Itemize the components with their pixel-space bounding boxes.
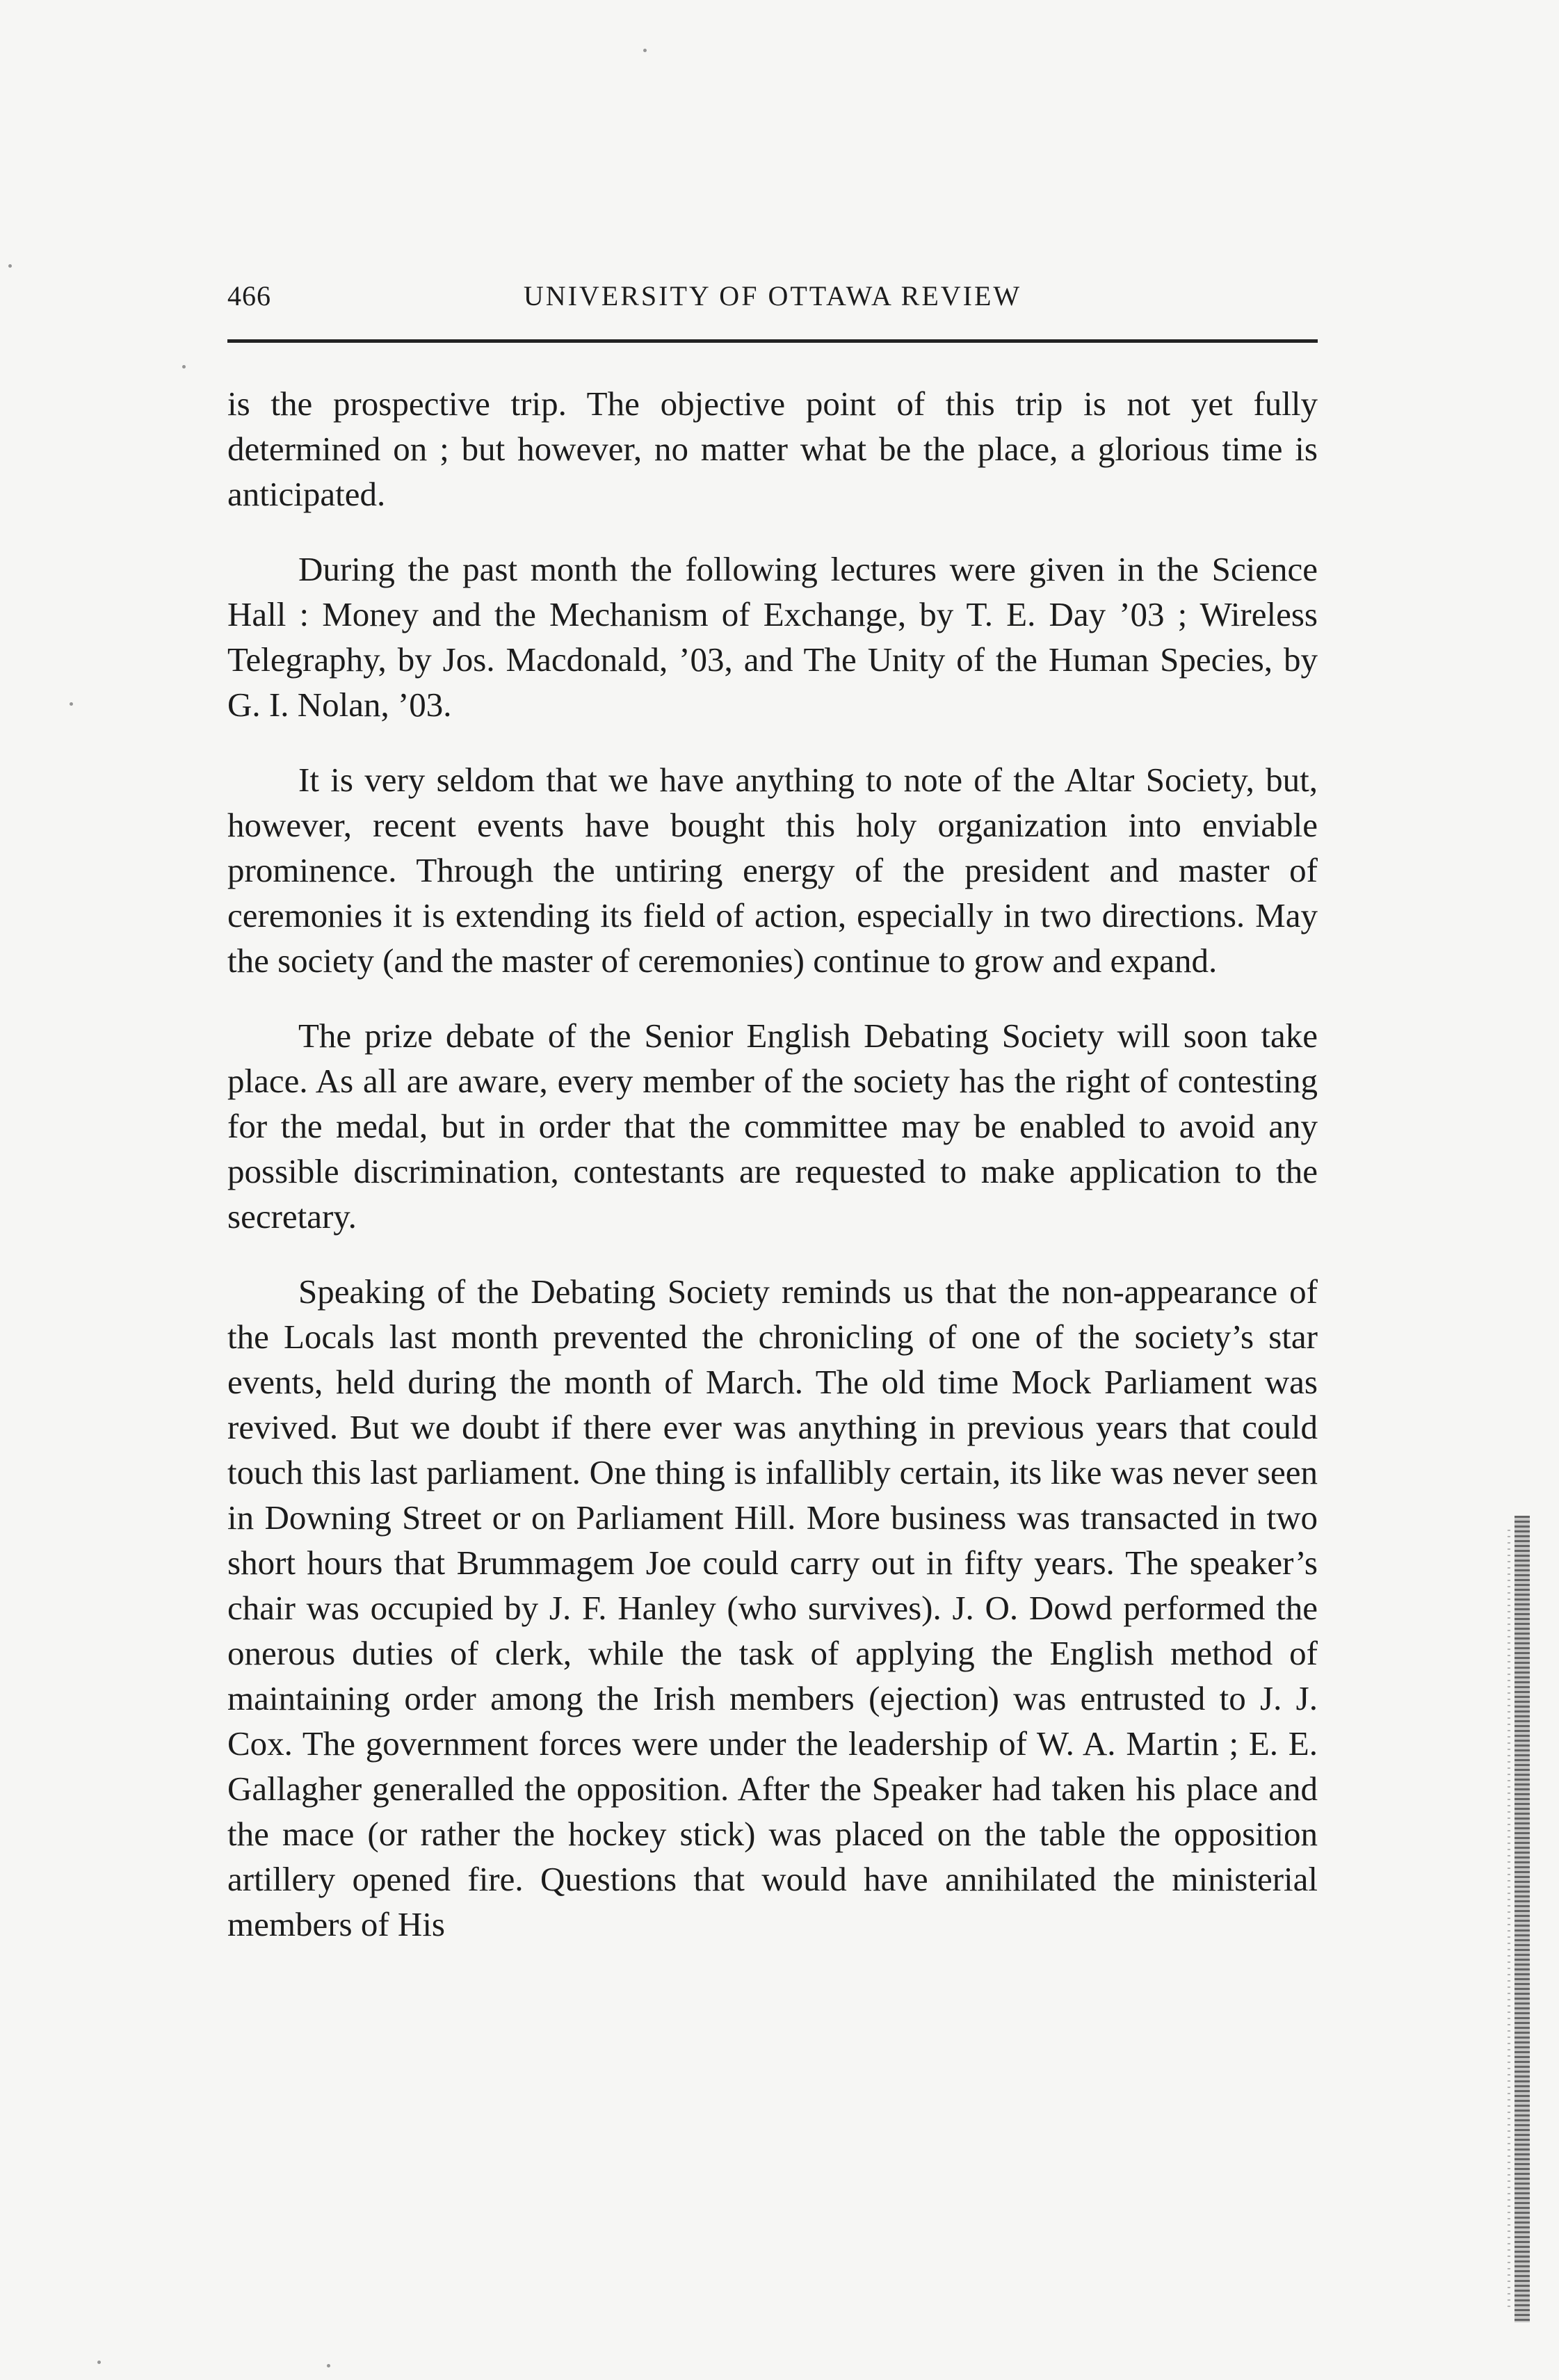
scan-speck — [70, 702, 73, 706]
page-header — [227, 277, 1318, 325]
page-number: 466 — [227, 280, 271, 311]
scan-speck — [643, 49, 647, 52]
paragraph-prospective-trip: is the prospective trip. The objective point of this trip is not yet fully determined on ; but however, no matter what be the place, a glorious time is anticipated. — [227, 384, 1318, 513]
scan-speck — [97, 2361, 101, 2364]
scan-speck — [327, 2364, 330, 2367]
scan-speck — [182, 365, 186, 369]
paragraph-prize-debate: The prize debate of the Senior English Debating Society will soon take place. As all are aware, every member of the society has the right of contesting for the medal, but in order that the committee may be enabled to avoid any possible discrimination, contestants are requested to make application to the secretary. — [227, 1017, 1318, 1236]
scan-binding-edge — [1514, 1516, 1530, 2322]
header-rule — [227, 339, 1318, 343]
scan-speck — [8, 264, 12, 268]
paragraph-altar-society: It is very seldom that we have anything to note of the Altar Society, but, however, recent events have bought this holy organization into enviable prominence. Through the untiring energy of the president and master of ceremonies it is extending its field of action, especially in two directions. May the society (and the master of ceremonies) continue to grow and expand. — [227, 761, 1318, 980]
article-body — [227, 381, 1318, 1947]
scan-binding-shadow — [1508, 1530, 1510, 2308]
running-head: UNIVERSITY OF OTTAWA REVIEW — [523, 280, 1022, 311]
paragraph-lectures: During the past month the following lectures were given in the Science Hall : Money and the Mechanism of Exchange, by T. E. Day ’03 ; Wireless Telegraphy, by Jos. Macdonald, ’03, and The Unity of the Human Species, by G. I. Nolan, ’03. — [227, 550, 1318, 724]
paragraph-mock-parliament: Speaking of the Debating Society reminds us that the non-appearance of the Locals last month prevented the chronicling of one of the society’s star events, held during the month of March. The old time Mock Parliament was revived. But we doubt if there ever was anything in previous years that could touch this last parliament. One thing is infallibly certain, its like was never seen in Downing Street or on Parliament Hill. More business was transacted in two short hours that Brummagem Joe could carry out in fifty years. The speaker’s chair was occupied by J. F. Hanley (who survives). J. O. Dowd performed the onerous duties of clerk, while the task of applying the English method of maintaining order among the Irish members (ejection) was entrusted to J. J. Cox. The government forces were under the leadership of W. A. Martin ; E. E. Gallagher generalled the opposition. After the Speaker had taken his place and the mace (or rather the hockey stick) was placed on the table the opposition artillery opened fire. Questions that would have annihilated the ministerial members of His — [227, 1272, 1318, 1943]
